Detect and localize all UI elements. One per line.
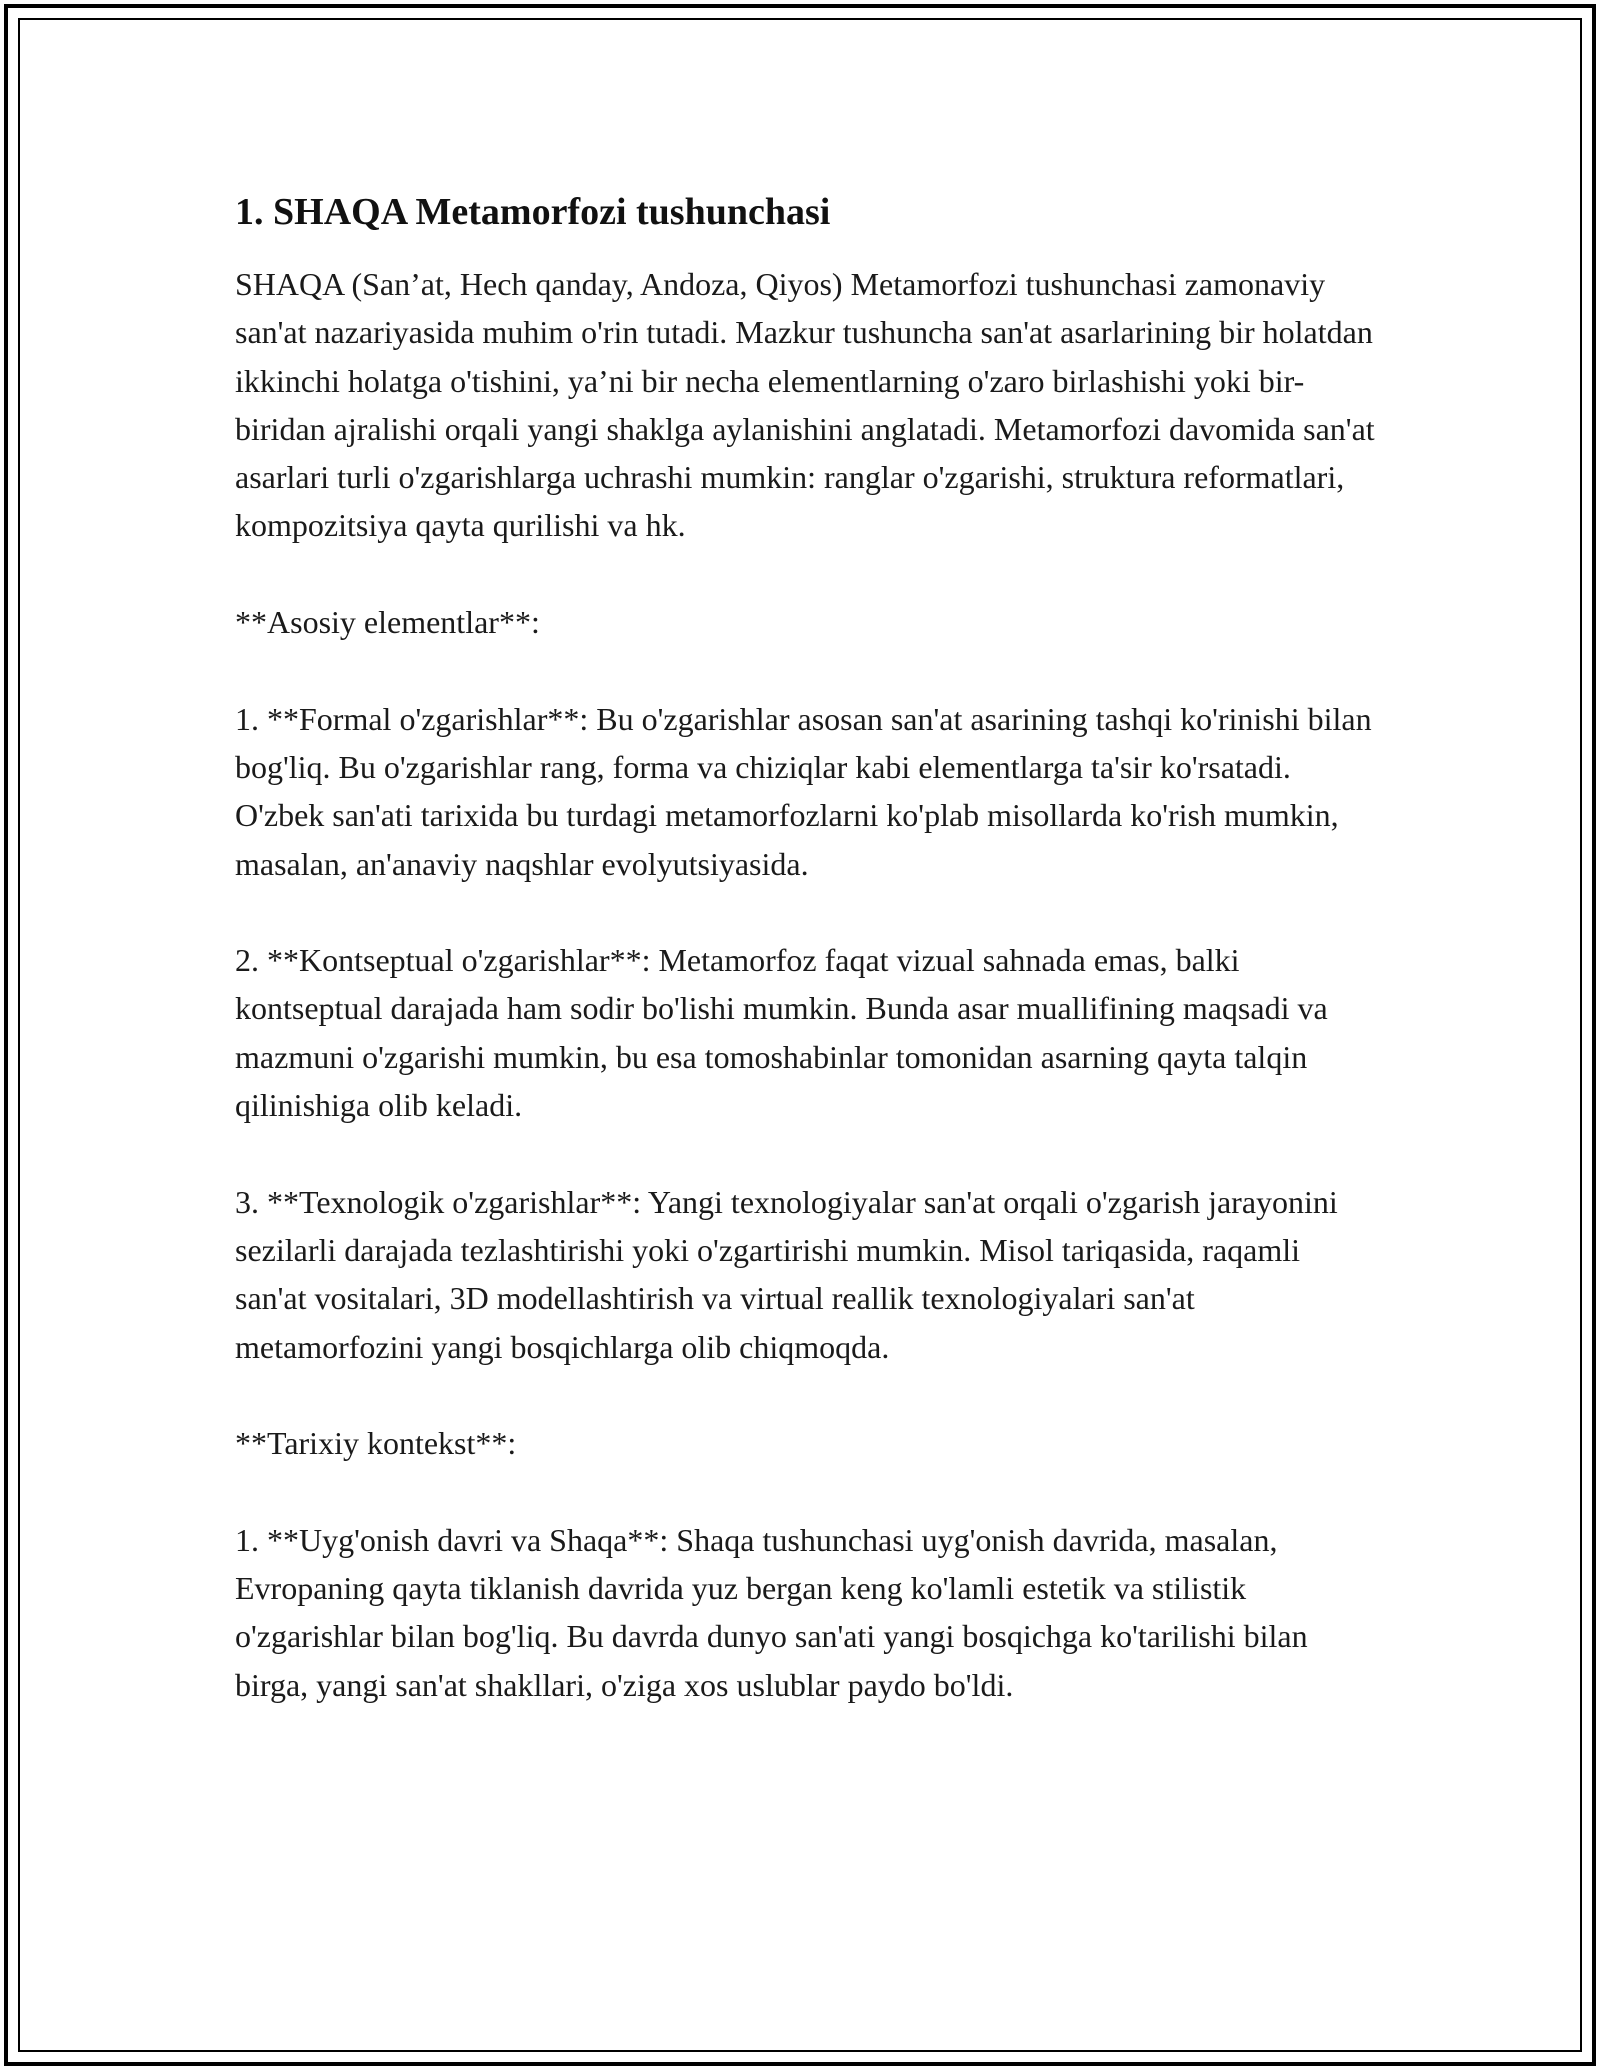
paragraph-spacer [235, 1467, 1375, 1515]
list-item-formal-changes: 1. **Formal o'zgarishlar**: Bu o'zgarishlar asosan san'at asarining tashqi ko'rinishi bilan bog'liq. Bu o'zgarishlar rang, forma va chiziqlar kabi elementlarga ta'sir ko'rsatadi. O'zbek san'ati tarixida bu turdagi metamorfozlarni ko'plab misollarda ko'rish mumkin, masalan, an'anaviy naqshlar evolyutsiyasida. [235, 700, 1372, 882]
page-title: 1. SHAQA Metamorfozi tushunchasi [235, 191, 831, 233]
paragraph-spacer [235, 550, 1375, 598]
intro-paragraph: SHAQA (San’at, Hech qanday, Andoza, Qiyos) Metamorfozi tushunchasi zamonaviy san'at nazariyasida muhim o'rin tutadi. Mazkur tushuncha san'at asarlarining bir holatdan ikkinchi holatga o'tishini, ya’ni bir necha elementlarning o'zaro birlashishi yoki bir-biridan ajralishi orqali yangi shaklga aylanishini anglatadi. Metamorfozi davomida san'at asarlari turli o'zgarishlarga uchrashi mumkin: ranglar o'zgarishi, struktura reformatlari, kompozitsiya qayta qurilishi va hk. [235, 266, 1375, 544]
section-heading-main-elements: **Asosiy elementlar**: [235, 604, 540, 641]
paragraph-spacer [235, 1371, 1375, 1419]
list-item-conceptual-changes: 2. **Kontseptual o'zgarishlar**: Metamorfoz faqat vizual sahnada emas, balki kontseptual darajada ham sodir bo'lishi mumkin. Bunda asar muallifining maqsadi va mazmuni o'zgarishi mumkin, bu esa tomoshabinlar tomonidan asarning qayta talqin qilinishiga olib keladi. [235, 942, 1328, 1124]
paragraph-spacer [235, 888, 1375, 936]
list-item-renaissance: 1. **Uyg'onish davri va Shaqa**: Shaqa tushunchasi uyg'onish davrida, masalan, Evropaning qayta tiklanish davrida yuz bergan keng ko'lamli estetik va stilistik o'zgarishlar bilan bog'liq. Bu davrda dunyo san'ati yangi bosqichga ko'tarilishi bilan birga, yangi san'at shakllari, o'ziga xos uslublar paydo bo'ldi. [235, 1521, 1308, 1703]
document-body [235, 184, 1375, 1709]
section-heading-historical-context: **Tarixiy kontekst**: [235, 1425, 517, 1462]
paragraph-spacer [235, 646, 1375, 694]
paragraph-spacer [235, 1129, 1375, 1177]
list-item-technological-changes: 3. **Texnologik o'zgarishlar**: Yangi texnologiyalar san'at orqali o'zgarish jarayonini sezilarli darajada tezlashtirishi yoki o'zgartirishi mumkin. Misol tariqasida, raqamli san'at vositalari, 3D modellashtirish va virtual reallik texnologiyalari san'at metamorfozini yangi bosqichlarga olib chiqmoqda. [235, 1183, 1338, 1365]
